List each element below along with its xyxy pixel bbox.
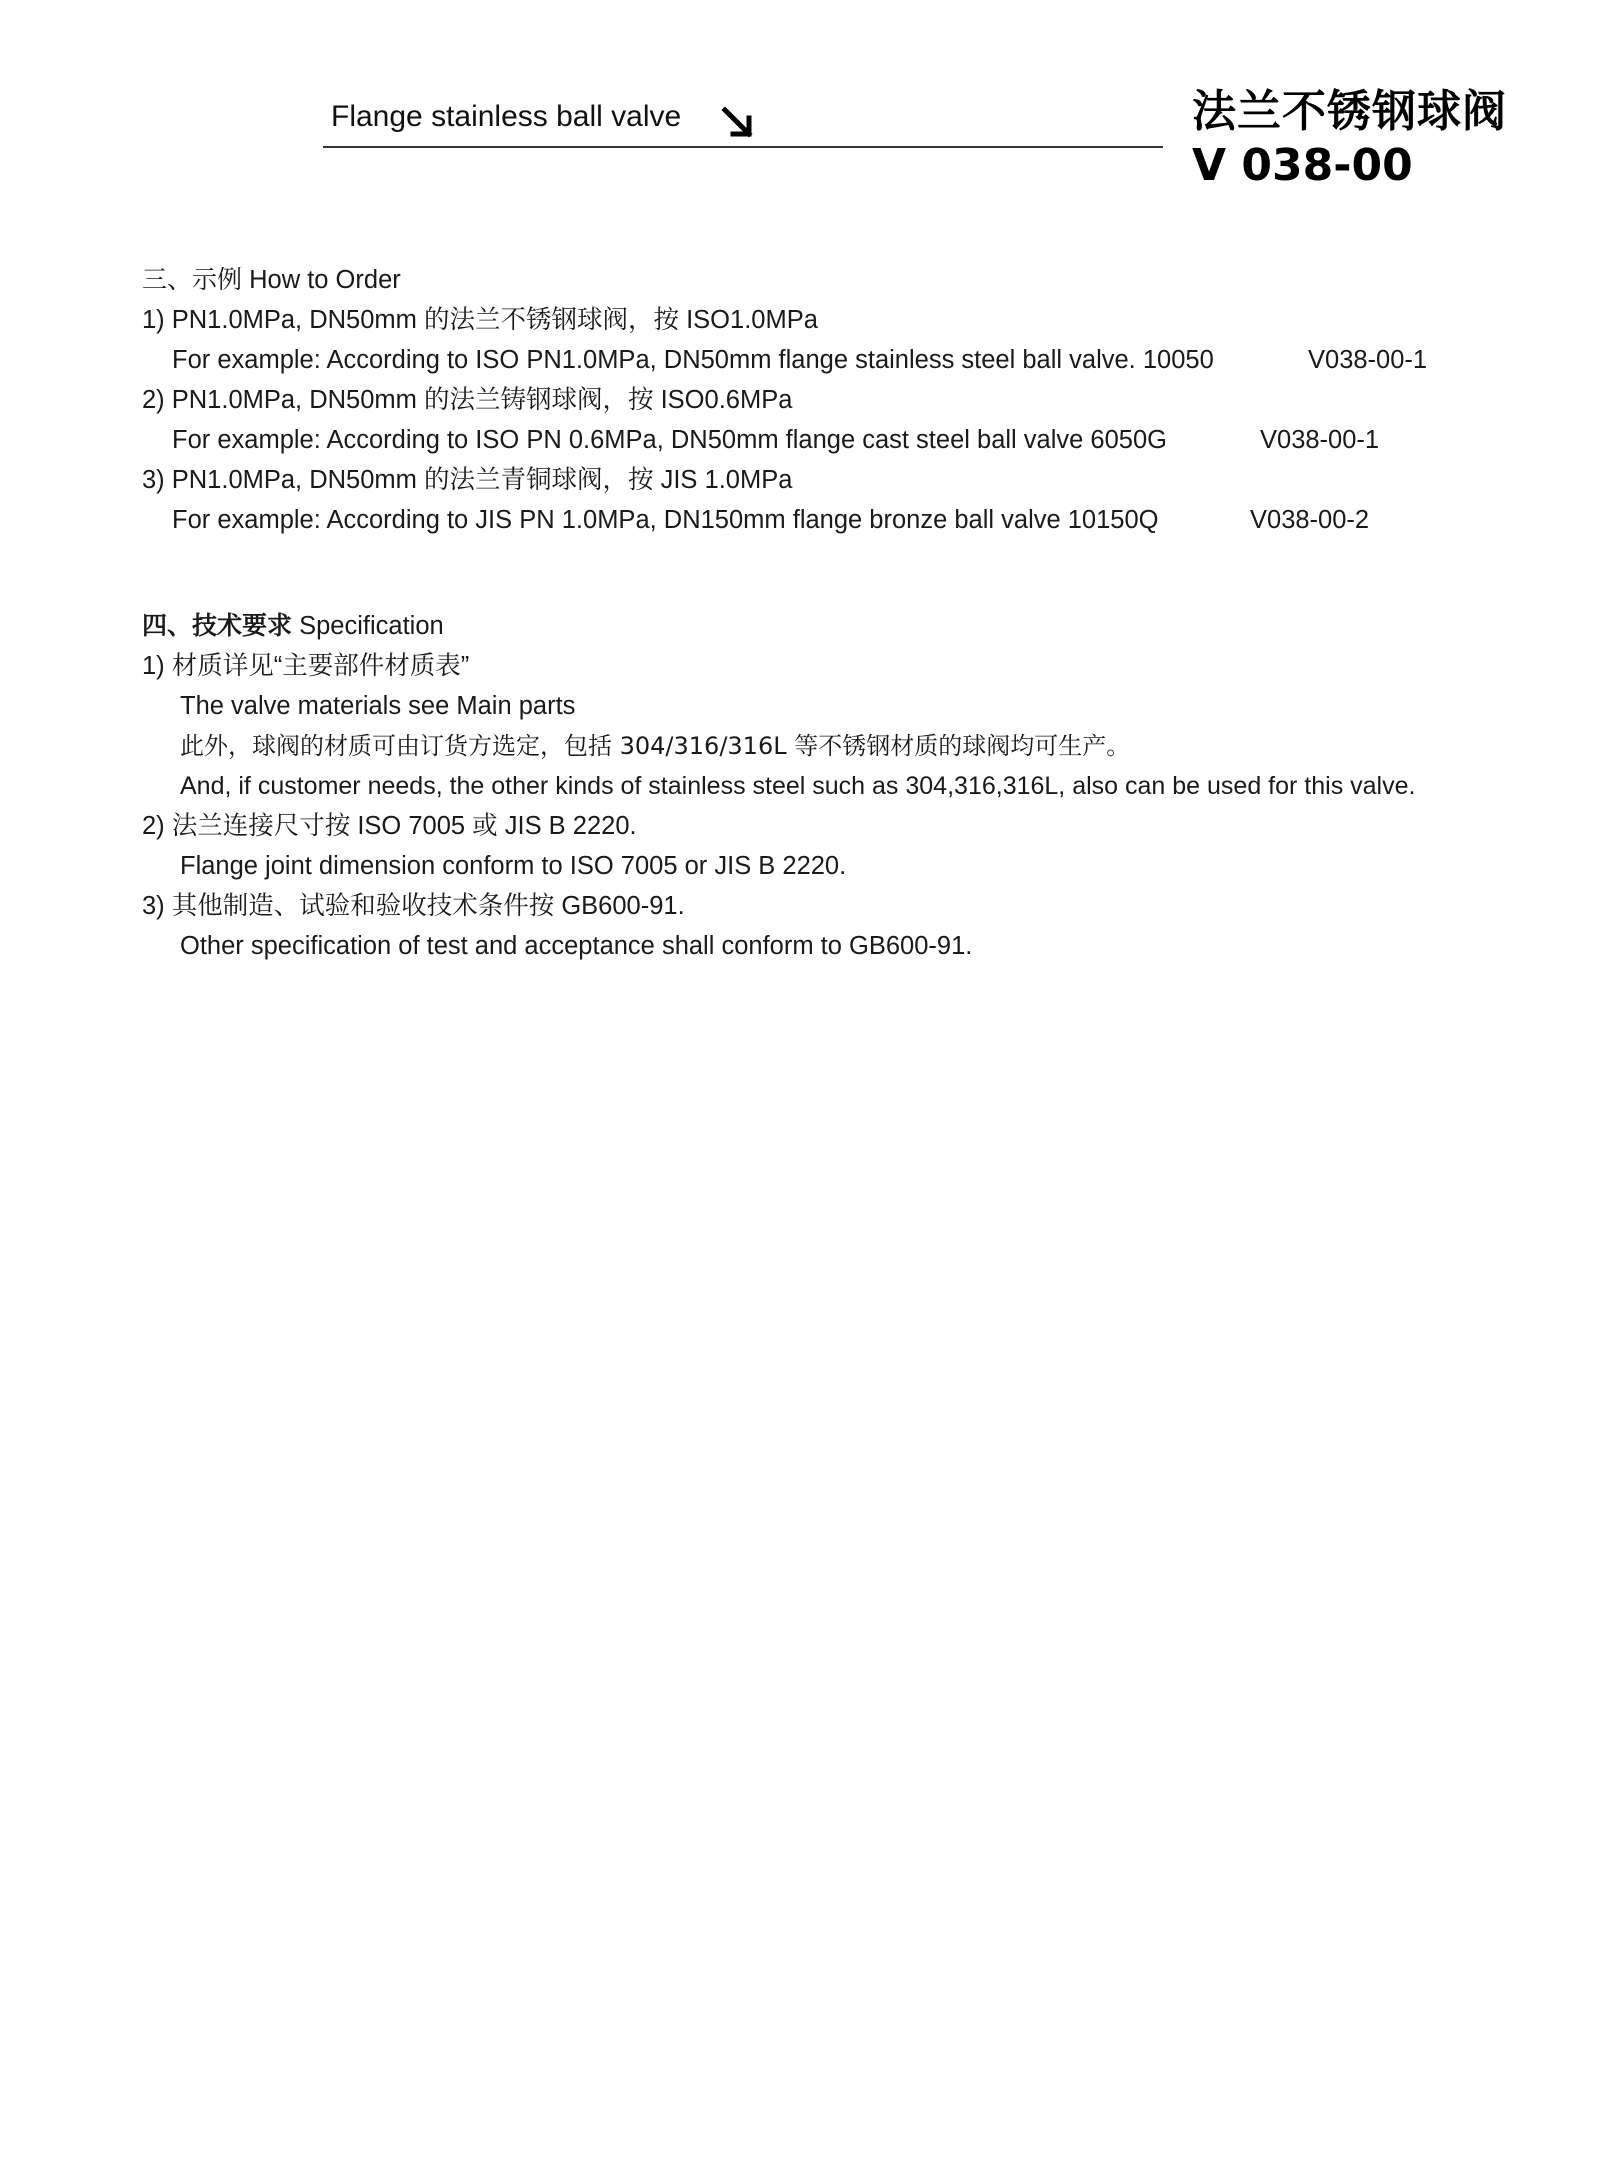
order-item-3-code: V038-00-2 xyxy=(1250,506,1370,534)
specification-heading-en: Specification xyxy=(299,612,444,640)
header-title-cn: 法兰不锈钢球阀 xyxy=(1192,86,1507,137)
header-product-block xyxy=(1192,86,1507,192)
specification-heading-cn: 四、技术要求 xyxy=(142,611,293,640)
spec-item-1-line-3: And, if customer needs, the other kinds of stainless steel such as 304,316,316L, also can be used for this valve. xyxy=(180,772,1416,800)
spec-item-1-line-2: 此外，球阀的材质可由订货方选定，包括 304/316/316L 等不锈钢材质的球阀均可生产。 xyxy=(180,732,1131,760)
header-model-code: V 038-00 xyxy=(1192,140,1413,191)
order-item-2-en: For example: According to ISO PN 0.6MPa, DN50mm flange cast steel ball valve 6050G xyxy=(172,426,1167,454)
spec-item-2-cn: 2) 法兰连接尺寸按 ISO 7005 或 JIS B 2220. xyxy=(142,812,637,840)
spec-item-1-line-1: The valve materials see Main parts xyxy=(180,692,576,720)
order-item-1-code: V038-00-1 xyxy=(1308,346,1428,374)
order-item-2-cn: 2) PN1.0MPa, DN50mm 的法兰铸钢球阀，按 ISO0.6MPa xyxy=(142,386,793,414)
order-item-3-en: For example: According to JIS PN 1.0MPa, DN150mm flange bronze ball valve 10150Q xyxy=(172,506,1159,534)
specification-heading xyxy=(142,606,444,646)
header-title-bar xyxy=(323,96,1163,148)
order-item-2-code: V038-00-1 xyxy=(1260,426,1380,454)
how-to-order-heading-en: How to Order xyxy=(249,266,401,294)
spec-item-3-line-1: Other specification of test and acceptance shall conform to GB600-91. xyxy=(180,932,973,960)
how-to-order-heading-cn: 三、示例 xyxy=(142,265,243,294)
order-item-1-cn: 1) PN1.0MPa, DN50mm 的法兰不锈钢球阀，按 ISO1.0MPa xyxy=(142,306,818,334)
specification-section xyxy=(142,606,1472,966)
spec-item-1-cn: 1) 材质详见“主要部件材质表” xyxy=(142,652,470,680)
order-item-1-en: For example: According to ISO PN1.0MPa, DN50mm flange stainless steel ball valve. 10050 xyxy=(172,346,1214,374)
how-to-order-heading xyxy=(142,260,401,300)
spec-item-2-line-1: Flange joint dimension conform to ISO 7005 or JIS B 2220. xyxy=(180,852,847,880)
diagonal-arrow-icon xyxy=(719,102,759,142)
header-title-en: Flange stainless ball valve xyxy=(331,100,682,133)
how-to-order-section xyxy=(142,260,1472,540)
order-item-3-cn: 3) PN1.0MPa, DN50mm 的法兰青铜球阀，按 JIS 1.0MPa xyxy=(142,466,793,494)
spec-item-3-cn: 3) 其他制造、试验和验收技术条件按 GB600-91. xyxy=(142,892,685,920)
